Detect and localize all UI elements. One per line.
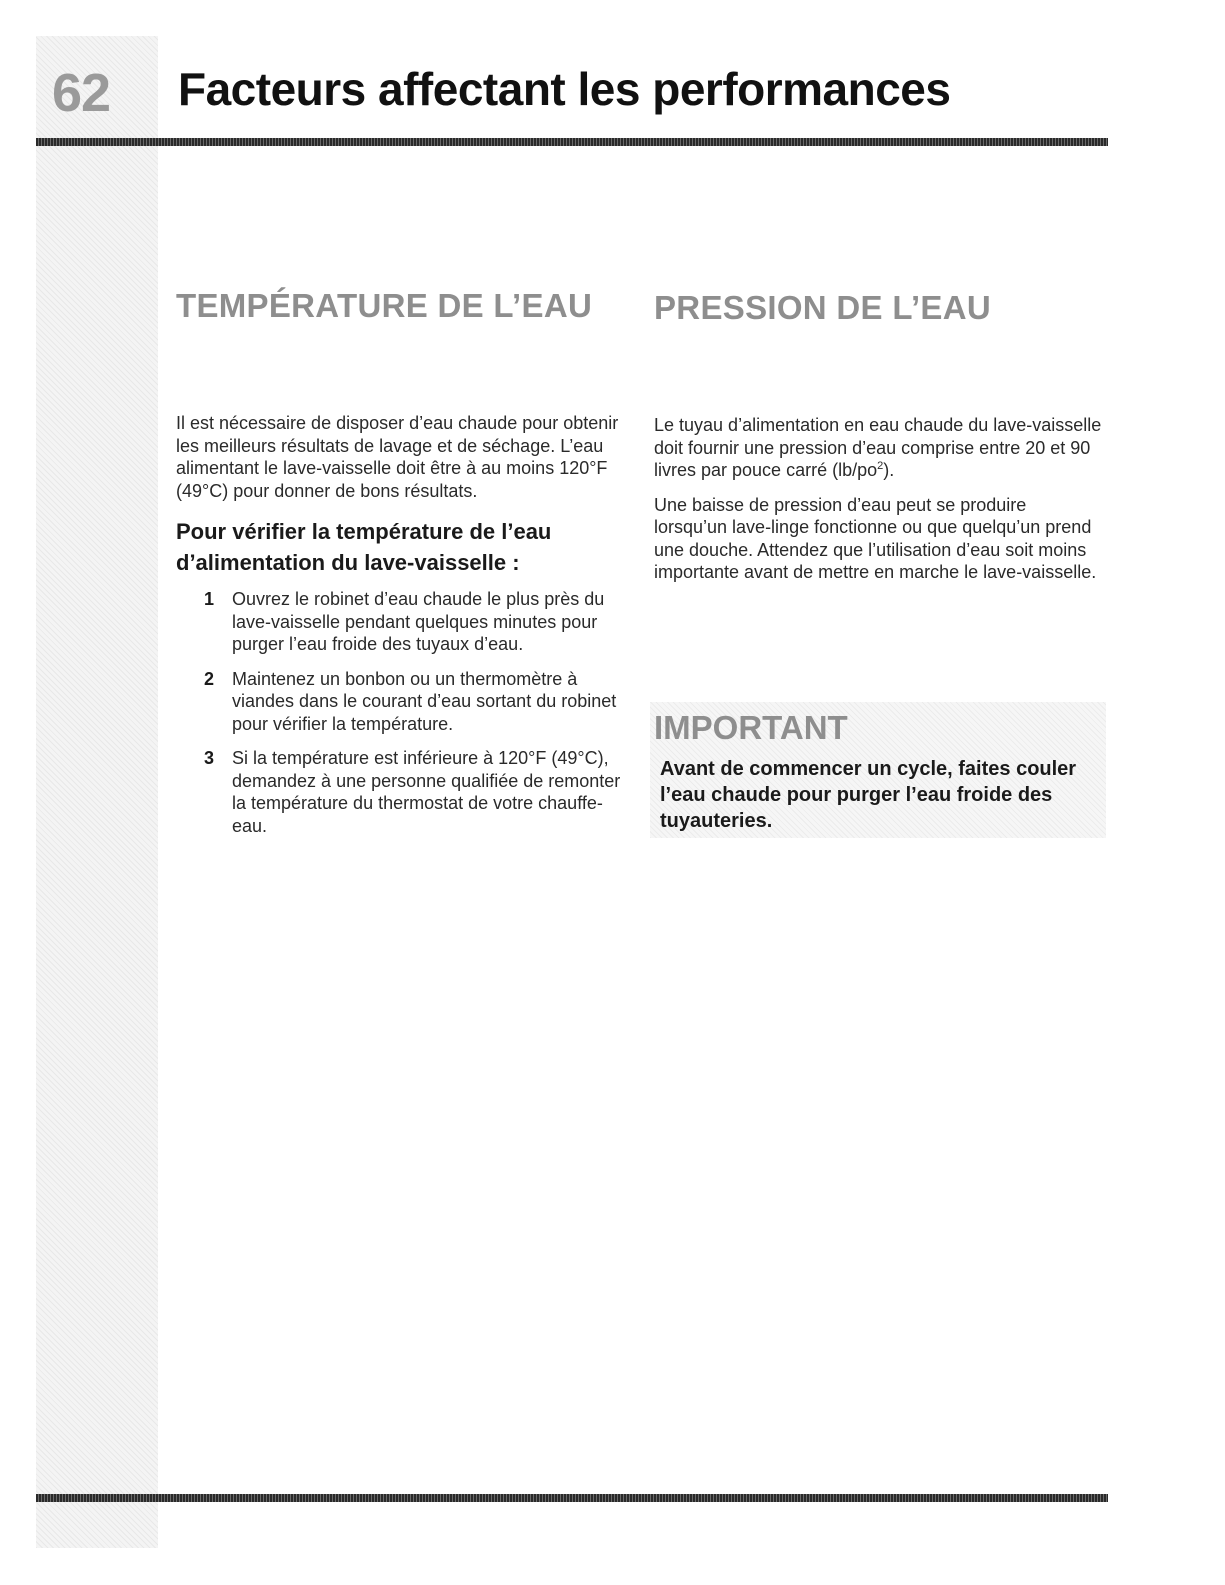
important-heading: IMPORTANT xyxy=(654,709,848,746)
water-temperature-section xyxy=(176,288,636,849)
water-pressure-section xyxy=(654,290,1104,584)
superscript: 2 xyxy=(877,460,884,473)
water-temperature-heading: TEMPÉRATURE DE L’EAU xyxy=(176,287,593,324)
step-text: Maintenez un bonbon ou un thermomètre à viandes dans le courant d’eau sortant du robinet pour vérifier la température. xyxy=(232,668,617,734)
step-number: 2 xyxy=(204,668,215,689)
water-temperature-intro: Il est nécessaire de disposer d’eau chaude pour obtenir les meilleurs résultats de lavage et de séchage. L’eau alimentant le lave-vaisselle doit être à au moins 120°F (49°C) pour donner de bons résultats. xyxy=(176,413,619,501)
page-number: 62 xyxy=(52,63,111,123)
water-pressure-paragraph-1 xyxy=(654,414,1104,482)
step-number: 3 xyxy=(204,748,215,769)
page-title: Facteurs affectant les performances xyxy=(178,63,951,115)
step-item xyxy=(204,668,636,736)
step-text: Si la température est inférieure à 120°F (49°C), demandez à une personne qualifiée de remonter la température du thermostat de votre chauffe-eau. xyxy=(232,748,621,836)
water-pressure-paragraph-2: Une baisse de pression d’eau peut se produire lorsqu’un lave-linge fonctionne ou que quelqu’un prend une douche. Attendez que l’utilisation d’eau soit moins importante avant de mettre en marche le lave-vaisselle. xyxy=(654,494,1097,583)
pressure-text: Le tuyau d’alimentation en eau chaude du lave-vaisselle doit fournir une pression d’eau comprise entre 20 et 90 livres par pouce carré (lb/po xyxy=(654,415,1102,481)
step-item xyxy=(204,588,636,656)
header-rule xyxy=(36,138,1108,146)
important-text: Avant de commencer un cycle, faites couler l’eau chaude pour purger l’eau froide des tuyauteries. xyxy=(660,758,1077,832)
important-notice xyxy=(650,702,1106,838)
check-temperature-steps xyxy=(204,588,636,837)
step-item xyxy=(204,747,636,837)
check-temperature-subheading: Pour vérifier la température de l’eau d’alimentation du lave-vaisselle : xyxy=(176,519,552,576)
water-pressure-heading: PRESSION DE L’EAU xyxy=(654,289,992,326)
footer-rule xyxy=(36,1494,1108,1502)
step-text: Ouvrez le robinet d’eau chaude le plus près du lave-vaisselle pendant quelques minutes pour purger l’eau froide des tuyaux d’eau. xyxy=(232,589,605,655)
pressure-text-end: ). xyxy=(883,460,895,481)
decorative-side-strip xyxy=(36,36,158,1548)
step-number: 1 xyxy=(204,589,215,610)
